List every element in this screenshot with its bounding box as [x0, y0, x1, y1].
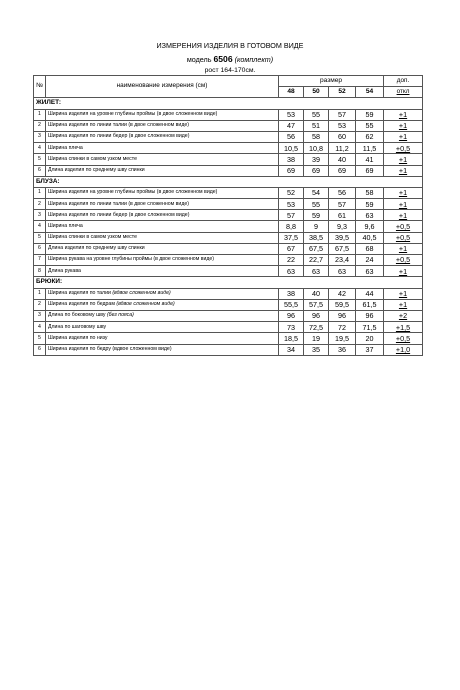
row-name: [46, 344, 279, 355]
value-cell: 63: [356, 266, 384, 277]
value-cell: 9,6: [356, 221, 384, 232]
row-name-text: Ширина изделия по бедру (вдвое сложенном виде): [48, 345, 172, 352]
tolerance-cell: +1: [384, 120, 423, 131]
value-cell: 52: [279, 187, 304, 198]
value-cell: 69: [329, 165, 356, 176]
section-row: [34, 98, 423, 109]
value-cell: 60: [329, 131, 356, 142]
row-name-text: Ширина изделия по линии бедер (в двое сложенном виде): [48, 211, 190, 218]
size-cell: 52: [329, 87, 356, 98]
value-cell: 20: [356, 333, 384, 344]
value-cell: 37: [356, 344, 384, 355]
size-cell: 50: [304, 87, 329, 98]
row-number: 6: [34, 243, 46, 254]
value-cell: 67: [279, 243, 304, 254]
value-cell: 72: [329, 322, 356, 333]
row-number: 1: [34, 109, 46, 120]
row-name: [46, 243, 279, 254]
value-cell: 56: [279, 131, 304, 142]
value-cell: 19,5: [329, 333, 356, 344]
row-number: 4: [34, 322, 46, 333]
tolerance-cell: +1: [384, 210, 423, 221]
row-name-text: Длина по боковому шву: [48, 312, 106, 319]
value-cell: 57: [279, 210, 304, 221]
row-number: 1: [34, 288, 46, 299]
document-title: ИЗМЕРЕНИЯ ИЗДЕЛИЯ В ГОТОВОМ ВИДЕ: [156, 41, 304, 50]
value-cell: 61: [329, 210, 356, 221]
value-cell: 67,5: [304, 243, 329, 254]
table-row: [34, 344, 423, 355]
tolerance-cell: +0,5: [384, 333, 423, 344]
value-cell: 96: [356, 310, 384, 321]
tolerance-cell: +1: [384, 154, 423, 165]
value-cell: 62: [356, 131, 384, 142]
row-number: 3: [34, 310, 46, 321]
table-row: [34, 221, 423, 232]
value-cell: 34: [279, 344, 304, 355]
value-cell: 53: [279, 109, 304, 120]
tolerance-cell: +1: [384, 299, 423, 310]
value-cell: 22: [279, 255, 304, 266]
table-body: [34, 76, 423, 356]
value-cell: 71,5: [356, 322, 384, 333]
value-cell: 53: [279, 199, 304, 210]
row-name: [46, 221, 279, 232]
value-cell: 59: [304, 210, 329, 221]
table-row: [34, 120, 423, 131]
table-row: [34, 131, 423, 142]
table-row: [34, 154, 423, 165]
row-name-text: Длина рукава: [48, 267, 81, 274]
value-cell: 40: [304, 288, 329, 299]
value-cell: 67,5: [329, 243, 356, 254]
value-cell: 58: [356, 187, 384, 198]
row-name-note: (вдвое сложенном виде): [116, 301, 175, 308]
row-name-text: Ширина плеча: [48, 144, 83, 151]
row-number: 5: [34, 232, 46, 243]
row-number: 1: [34, 187, 46, 198]
table-row: [34, 165, 423, 176]
tolerance-cell: +2: [384, 310, 423, 321]
tolerance-cell: +1: [384, 266, 423, 277]
value-cell: 54: [304, 187, 329, 198]
section-row: [34, 277, 423, 288]
value-cell: 40,5: [356, 232, 384, 243]
row-name-text: Длина по шаговому шву: [48, 323, 107, 330]
table-row: [34, 266, 423, 277]
tolerance-cell: +1,0: [384, 344, 423, 355]
row-name-text: Ширина изделия на уровне глубины проймы (в двое сложенном виде): [48, 189, 218, 196]
row-name-text: Ширина изделия по низу: [48, 334, 108, 341]
row-name-text: Ширина изделия по бедрам: [48, 301, 115, 308]
size-cell: 48: [279, 87, 304, 98]
row-name: [46, 299, 279, 310]
table-row: [34, 109, 423, 120]
row-number: 5: [34, 154, 46, 165]
value-cell: 37,5: [279, 232, 304, 243]
section-title: БРЮКИ:: [34, 277, 423, 288]
row-number: 6: [34, 344, 46, 355]
row-name: [46, 143, 279, 154]
table-row: [34, 299, 423, 310]
value-cell: 69: [356, 165, 384, 176]
row-name-text: Ширина спинки в самом узком месте: [48, 234, 137, 241]
value-cell: 53: [329, 120, 356, 131]
model-line: [0, 54, 460, 64]
row-number: 2: [34, 199, 46, 210]
row-name: [46, 109, 279, 120]
tolerance-cell: +1: [384, 165, 423, 176]
row-number: 3: [34, 210, 46, 221]
row-number: 2: [34, 299, 46, 310]
tolerance-cell: +0,5: [384, 221, 423, 232]
value-cell: 38: [279, 288, 304, 299]
row-name: [46, 255, 279, 266]
value-cell: 73: [279, 322, 304, 333]
header-name: наименование измерения (см): [46, 76, 279, 98]
section-row: [34, 176, 423, 187]
model-prefix: модель: [186, 55, 212, 64]
row-number: 7: [34, 255, 46, 266]
value-cell: 11,2: [329, 143, 356, 154]
row-name: [46, 266, 279, 277]
table-row: [34, 143, 423, 154]
row-name: [46, 210, 279, 221]
value-cell: 55: [304, 199, 329, 210]
header-size: размер: [279, 76, 384, 87]
row-name: [46, 131, 279, 142]
row-name: [46, 120, 279, 131]
value-cell: 51: [304, 120, 329, 131]
header-tolerance-2: откл: [384, 87, 423, 98]
table-row: [34, 243, 423, 254]
tolerance-cell: +0,5: [384, 232, 423, 243]
value-cell: 42: [329, 288, 356, 299]
table-row: [34, 322, 423, 333]
row-name: [46, 322, 279, 333]
measurements-table: [33, 75, 423, 356]
value-cell: 36: [329, 344, 356, 355]
table-row: [34, 333, 423, 344]
value-cell: 35: [304, 344, 329, 355]
height-range: рост 164-170см.: [204, 67, 256, 74]
table-row: [34, 232, 423, 243]
row-name: [46, 288, 279, 299]
row-name: [46, 333, 279, 344]
row-name-text: Ширина рукава на уровне глубины проймы (в двое сложенном виде): [48, 256, 214, 263]
value-cell: 44: [356, 288, 384, 299]
row-name: [46, 310, 279, 321]
value-cell: 38,5: [304, 232, 329, 243]
section-title: БЛУЗА:: [34, 176, 423, 187]
tolerance-cell: +1: [384, 131, 423, 142]
value-cell: 63: [279, 266, 304, 277]
value-cell: 63: [356, 210, 384, 221]
value-cell: 47: [279, 120, 304, 131]
value-cell: 22,7: [304, 255, 329, 266]
value-cell: 39,5: [329, 232, 356, 243]
value-cell: 57: [329, 199, 356, 210]
value-cell: 40: [329, 154, 356, 165]
value-cell: 61,5: [356, 299, 384, 310]
value-cell: 96: [304, 310, 329, 321]
row-name-text: Ширина спинки в самом узком месте: [48, 155, 137, 162]
tolerance-cell: +1: [384, 109, 423, 120]
row-name-note: (без пояса): [106, 312, 134, 319]
row-name-text: Ширина изделия по линии талии (в двое сложенном виде): [48, 122, 189, 129]
value-cell: 24: [356, 255, 384, 266]
value-cell: 96: [279, 310, 304, 321]
row-name: [46, 187, 279, 198]
table-row: [34, 210, 423, 221]
row-name: [46, 199, 279, 210]
tolerance-cell: +1: [384, 199, 423, 210]
table-row: [34, 288, 423, 299]
value-cell: 63: [329, 266, 356, 277]
section-title: ЖИЛЕТ:: [34, 98, 423, 109]
model-number: 6506: [213, 54, 233, 64]
value-cell: 11,5: [356, 143, 384, 154]
tolerance-cell: +0,5: [384, 143, 423, 154]
tolerance-cell: +0,5: [384, 255, 423, 266]
value-cell: 55: [356, 120, 384, 131]
table-row: [34, 199, 423, 210]
row-name: [46, 165, 279, 176]
size-cell: 54: [356, 87, 384, 98]
row-name-text: Ширина изделия по линии бедер (в двое сложенном виде): [48, 133, 190, 140]
row-name-text: Длина изделия по среднему шву спинки: [48, 166, 145, 173]
value-cell: 69: [304, 165, 329, 176]
value-cell: 69: [279, 165, 304, 176]
row-name-text: Длина изделия по среднему шву спинки: [48, 245, 145, 252]
value-cell: 39: [304, 154, 329, 165]
value-cell: 72,5: [304, 322, 329, 333]
value-cell: 58: [304, 131, 329, 142]
row-name: [46, 154, 279, 165]
model-suffix: (комплект): [234, 55, 274, 64]
value-cell: 10,8: [304, 143, 329, 154]
table-row: [34, 187, 423, 198]
value-cell: 59: [356, 109, 384, 120]
row-number: 5: [34, 333, 46, 344]
row-name-text: Ширина плеча: [48, 222, 83, 229]
value-cell: 57,5: [304, 299, 329, 310]
value-cell: 68: [356, 243, 384, 254]
row-name-note: (вдвое сложенном виде): [112, 290, 171, 297]
value-cell: 59,5: [329, 299, 356, 310]
header-tolerance: доп.: [384, 76, 423, 87]
row-number: 4: [34, 143, 46, 154]
value-cell: 8,8: [279, 221, 304, 232]
table-row: [34, 310, 423, 321]
value-cell: 57: [329, 109, 356, 120]
tolerance-cell: +1: [384, 187, 423, 198]
value-cell: 9: [304, 221, 329, 232]
value-cell: 41: [356, 154, 384, 165]
value-cell: 10,5: [279, 143, 304, 154]
value-cell: 59: [356, 199, 384, 210]
value-cell: 19: [304, 333, 329, 344]
value-cell: 18,5: [279, 333, 304, 344]
row-name: [46, 232, 279, 243]
table-header-row: [34, 76, 423, 87]
value-cell: 55,5: [279, 299, 304, 310]
table-row: [34, 255, 423, 266]
row-name-text: Ширина изделия на уровне глубины проймы (в двое сложенном виде): [48, 111, 218, 118]
row-number: 4: [34, 221, 46, 232]
tolerance-cell: +1,5: [384, 322, 423, 333]
value-cell: 23,4: [329, 255, 356, 266]
tolerance-cell: +1: [384, 243, 423, 254]
value-cell: 38: [279, 154, 304, 165]
value-cell: 56: [329, 187, 356, 198]
row-number: 8: [34, 266, 46, 277]
tolerance-cell: +1: [384, 288, 423, 299]
row-number: 3: [34, 131, 46, 142]
row-name-text: Ширина изделия по линии талии (в двое сложенном виде): [48, 200, 189, 207]
row-name-text: Ширина изделия по талии: [48, 290, 111, 297]
value-cell: 63: [304, 266, 329, 277]
row-number: 6: [34, 165, 46, 176]
value-cell: 9,3: [329, 221, 356, 232]
row-number: 2: [34, 120, 46, 131]
header-num: №: [34, 76, 46, 98]
value-cell: 96: [329, 310, 356, 321]
value-cell: 55: [304, 109, 329, 120]
